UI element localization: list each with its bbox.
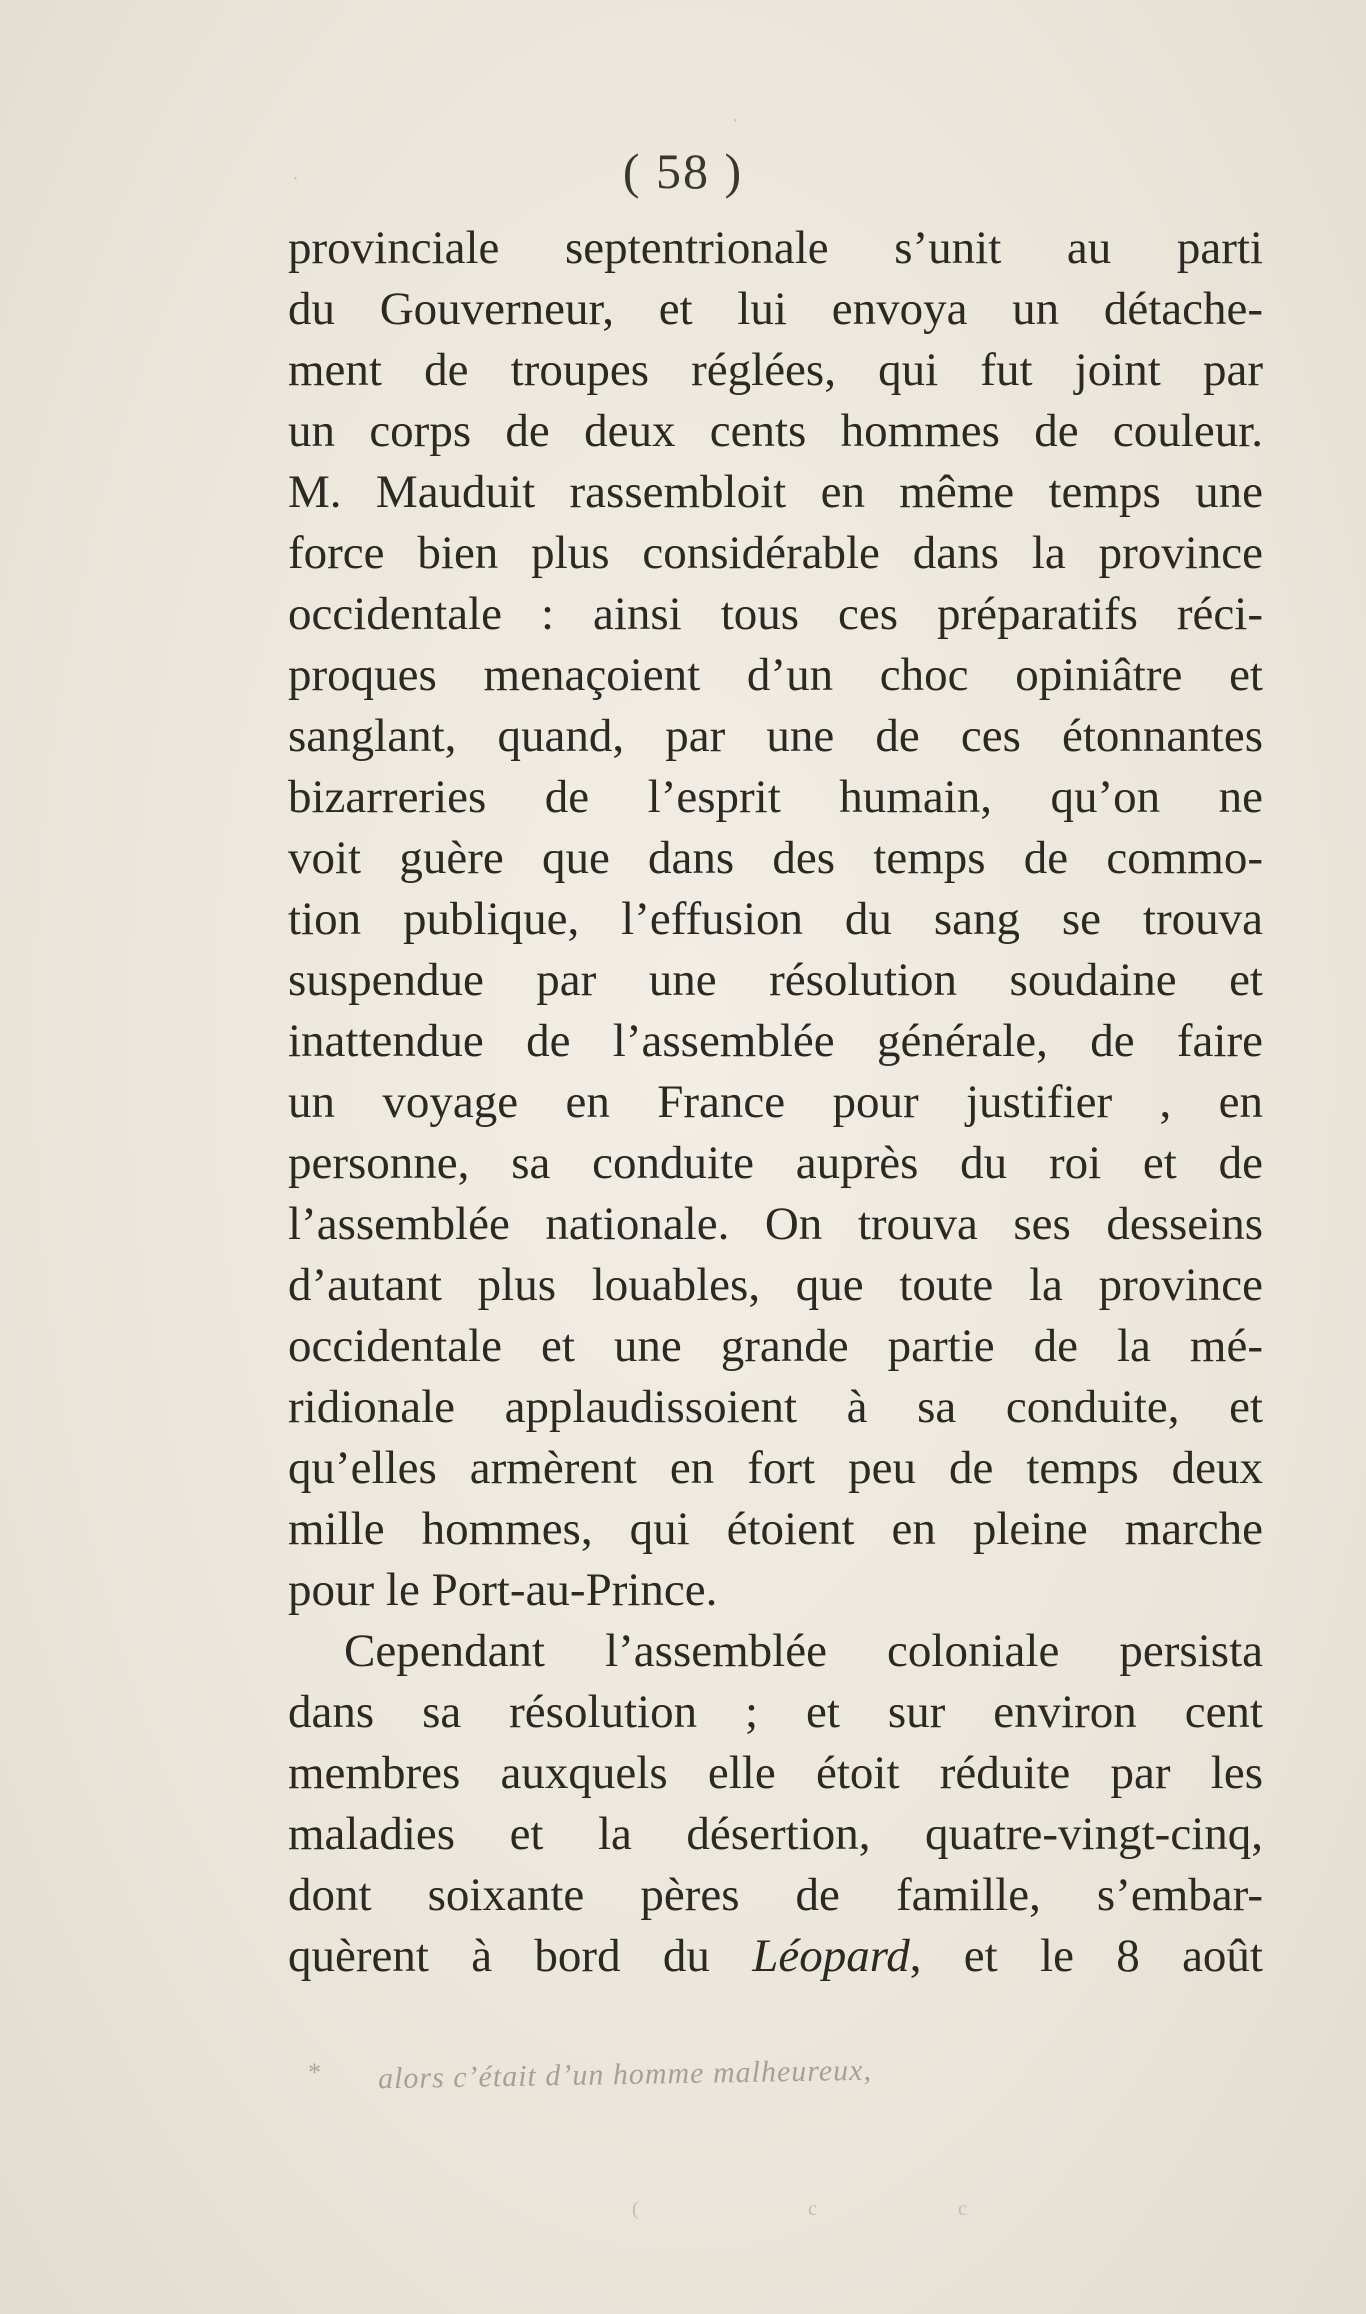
text-line: d’autant plus louables, que toute la province [288, 1259, 1263, 1311]
handwritten-annotation: alors c’était d’un homme malheureux, [377, 2053, 873, 2096]
text-line: sanglant, quand, par une de ces étonnantes [288, 710, 1263, 762]
text-line: Cependant l’assemblée coloniale persista [344, 1625, 1263, 1677]
text-line: occidentale : ainsi tous ces préparatifs réci- [288, 588, 1263, 640]
text-line: occidentale et une grande partie de la mé- [288, 1320, 1263, 1372]
text-line: mille hommes, qui étoient en pleine marche [288, 1503, 1263, 1555]
text-line: membres auxquels elle étoit réduite par les [288, 1747, 1263, 1799]
text-line: dont soixante pères de famille, s’embar- [288, 1869, 1263, 1921]
annotation-asterisk: * [308, 2058, 321, 2087]
page-number: ( 58 ) [622, 143, 744, 199]
text-line: suspendue par une résolution soudaine et [288, 954, 1263, 1006]
text-line: bizarreries de l’esprit humain, qu’on ne [288, 771, 1263, 823]
text-line: un voyage en France pour justifier , en [288, 1076, 1263, 1128]
text-line-last: quèrent à bord du Léopard, et le 8 août [288, 1930, 1263, 1982]
text-line: proques menaçoient d’un choc opiniâtre et [288, 649, 1263, 701]
text-line: provinciale septentrionale s’unit au parti [288, 222, 1263, 274]
text-line: du Gouverneur, et lui envoya un détache- [288, 283, 1263, 335]
text-line: l’assemblée nationale. On trouva ses desseins [288, 1198, 1263, 1250]
ship-name: Léopard [752, 1930, 910, 1982]
text-line: force bien plus considérable dans la province [288, 527, 1263, 579]
paper-speck: · [732, 110, 739, 132]
text-line: un corps de deux cents hommes de couleur. [288, 405, 1263, 457]
text-line: voit guère que dans des temps de commo- [288, 832, 1263, 884]
body-text [288, 218, 1263, 1987]
text-line: tion publique, l’effusion du sang se trouva [288, 893, 1263, 945]
text-line: maladies et la désertion, quatre-vingt-cinq, [288, 1808, 1263, 1860]
paper-speck: ( [632, 2198, 639, 2220]
text-line: ment de troupes réglées, qui fut joint par [288, 344, 1263, 396]
text-line: dans sa résolution ; et sur environ cent [288, 1686, 1263, 1738]
text-line: personne, sa conduite auprès du roi et de [288, 1137, 1263, 1189]
text-line: qu’elles armèrent en fort peu de temps deux [288, 1442, 1263, 1494]
text-line: M. Mauduit rassembloit en même temps une [288, 466, 1263, 518]
paper-speck: c [808, 2198, 817, 2220]
paper-speck: · [292, 168, 299, 190]
text-line: inattendue de l’assemblée générale, de faire [288, 1015, 1263, 1067]
paper-speck: c [958, 2198, 967, 2220]
text-line: pour le Port-au-Prince. [288, 1564, 718, 1616]
text-line: ridionale applaudissoient à sa conduite, et [288, 1381, 1263, 1433]
